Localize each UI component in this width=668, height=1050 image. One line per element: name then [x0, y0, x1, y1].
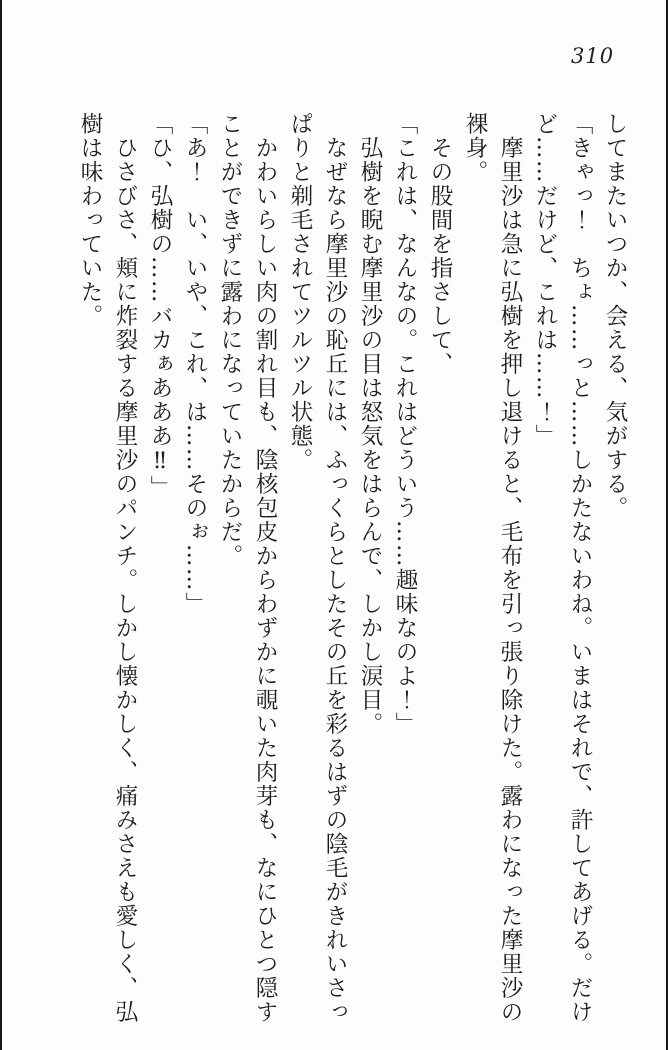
- text-column-6: 「これは、なんなの。これはどういう……趣味なのよ！」: [392, 112, 418, 736]
- text-column-15: 樹は味わっていた。: [77, 112, 103, 328]
- text-column-9: ぱりと剃毛されてツルツル状態。: [287, 112, 313, 472]
- text-column-11: ことができずに露わになっていたからだ。: [217, 112, 243, 568]
- text-column-0: してまたいつか、会える、気がする。: [602, 112, 628, 520]
- text-column-1: 「きゃっ！ ちょ……っと……しかたないわね。いまはそれで、許してあげる。だけ: [567, 112, 593, 1024]
- text-column-14: ひさびさ、頬に炸裂する摩里沙のパンチ。しかし懐かしく、痛みさえも愛しく、弘: [112, 136, 138, 1024]
- text-column-7: 弘樹を睨む摩里沙の目は怒気をはらんで、しかし涙目。: [357, 136, 383, 736]
- text-column-10: かわいらしい肉の割れ目も、陰核包皮からわずかに覗いた肉芽も、なにひとつ隠す: [252, 136, 278, 1024]
- page-number: 310: [571, 44, 615, 68]
- text-column-4: 裸身。: [462, 112, 488, 184]
- page-text-block: [72, 112, 632, 1042]
- page-edge-line-left: [0, 0, 2, 1050]
- text-column-5: その股間を指さして、: [427, 136, 453, 376]
- text-column-2: ど……だけど、これは……！」: [532, 112, 558, 448]
- text-column-3: 摩里沙は急に弘樹を押し退けると、毛布を引っ張り除けた。露わになった摩里沙の: [497, 136, 523, 1024]
- text-column-12: 「あ！ い、いや、これ、は……そのぉ……」: [182, 112, 208, 616]
- text-column-13: 「ひ、弘樹の……バカぁあああ‼」: [147, 112, 173, 500]
- text-column-8: なぜなら摩里沙の恥丘には、ふっくらとしたその丘を彩るはずの陰毛がきれいさっ: [322, 136, 348, 1024]
